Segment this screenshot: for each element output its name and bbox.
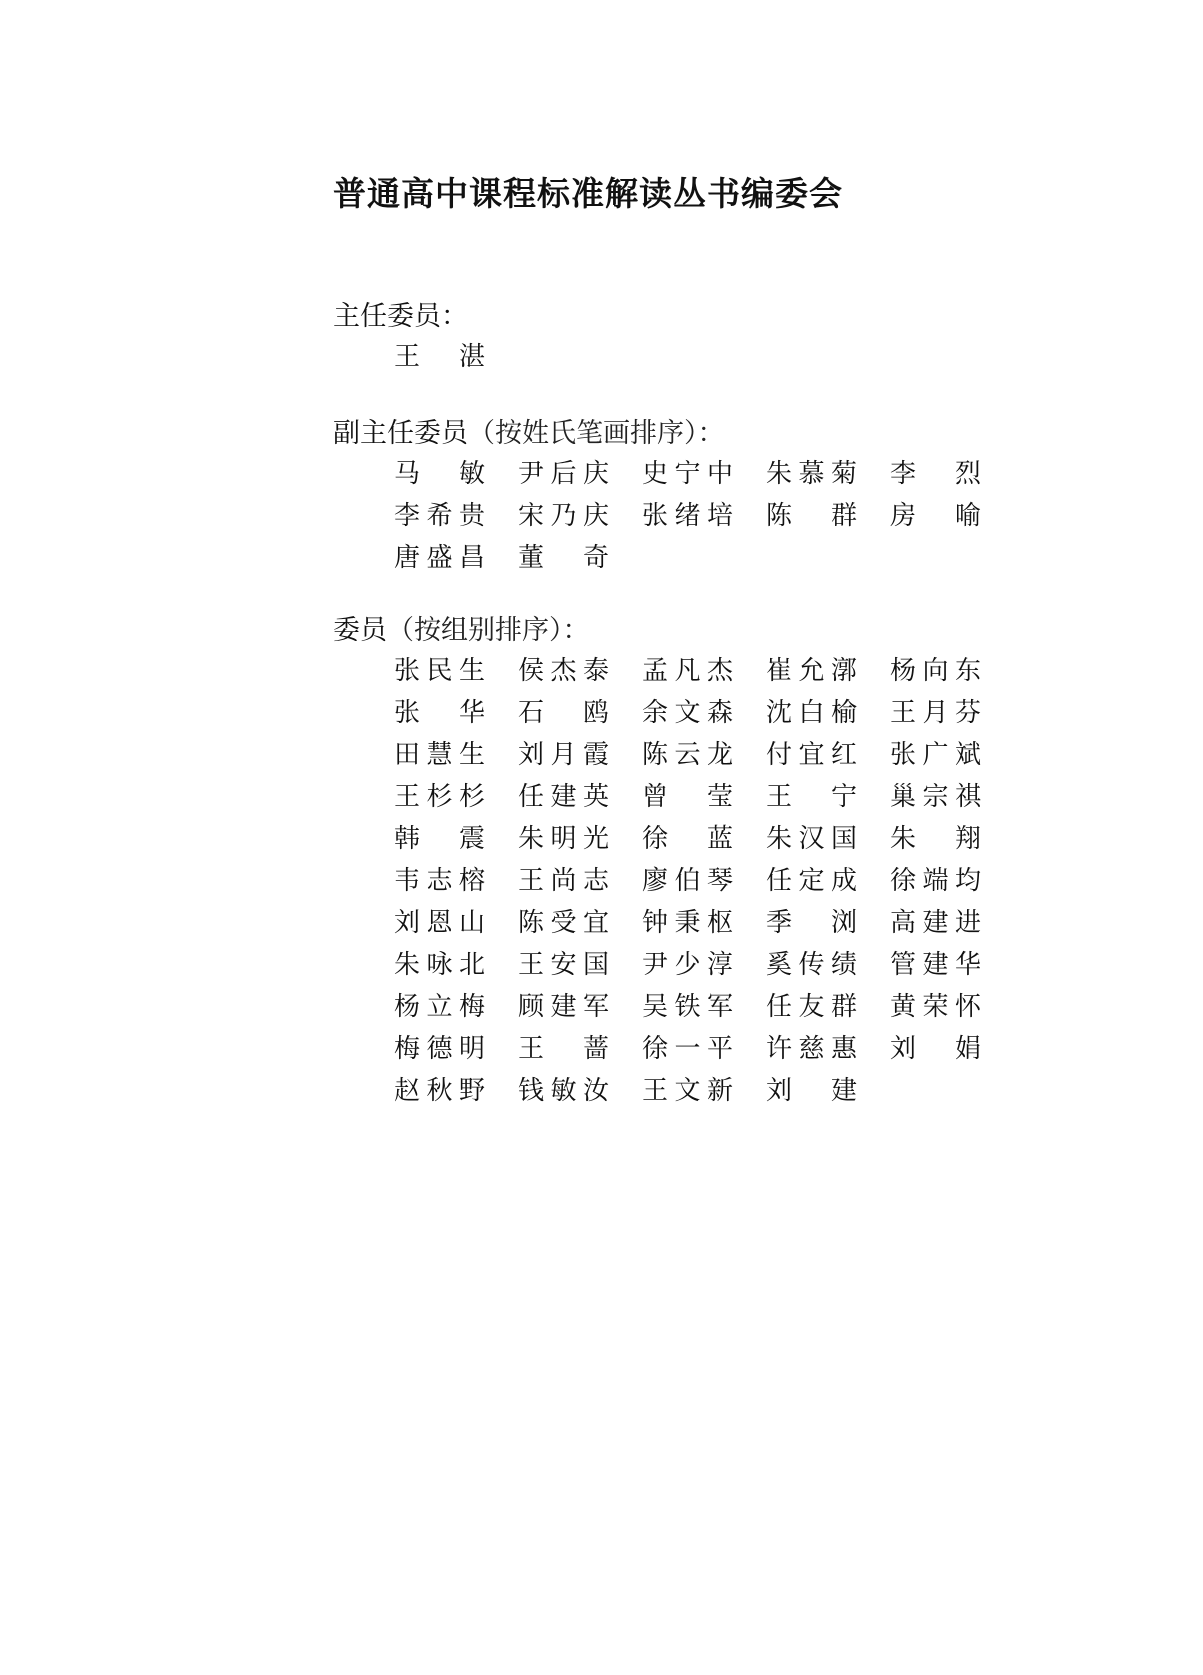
name-row [394,453,1014,495]
members-heading-note: （按组别排序）： [387,615,590,646]
person-name: 王 湛 [394,342,486,372]
vice-director-name-list [394,453,1014,579]
person-name: 赵 秋 野 [394,1076,486,1106]
person-name: 徐 蓝 [642,824,734,854]
members-heading-label: 委员 [333,615,387,646]
name-row [394,902,1014,944]
person-name: 刘 建 [766,1076,858,1106]
person-name: 陈 受 宜 [518,908,610,938]
members-heading [333,613,590,649]
person-name: 唐 盛 昌 [394,543,486,573]
person-name: 朱 慕 菊 [766,459,858,489]
person-name: 董 奇 [518,543,610,573]
name-row [394,650,1014,692]
person-name: 任 建 英 [518,782,610,812]
person-name: 吴 铁 军 [642,992,734,1022]
person-name: 朱 咏 北 [394,950,486,980]
person-name: 沈 白 榆 [766,698,858,728]
person-name: 王 蔷 [518,1034,610,1064]
name-row [394,860,1014,902]
person-name: 杨 立 梅 [394,992,486,1022]
person-name: 孟 凡 杰 [642,656,734,686]
name-row [394,495,1014,537]
person-name: 钱 敏 汝 [518,1076,610,1106]
person-name: 王 宁 [766,782,858,812]
person-name: 王 月 芬 [890,698,982,728]
director-heading-label: 主任委员： [333,301,468,332]
person-name: 巢 宗 祺 [890,782,982,812]
name-row [394,1070,1014,1112]
name-row [394,1028,1014,1070]
person-name: 徐 一 平 [642,1034,734,1064]
director-name-list [394,336,518,378]
person-name: 王 杉 杉 [394,782,486,812]
person-name: 崔 允 漷 [766,656,858,686]
person-name: 余 文 森 [642,698,734,728]
person-name: 任 友 群 [766,992,858,1022]
person-name: 张 绪 培 [642,501,734,531]
name-row [394,776,1014,818]
person-name: 杨 向 东 [890,656,982,686]
person-name: 刘 月 霞 [518,740,610,770]
person-name: 马 敏 [394,459,486,489]
person-name: 陈 云 龙 [642,740,734,770]
person-name: 张 广 斌 [890,740,982,770]
person-name: 史 宁 中 [642,459,734,489]
person-name: 李 希 贵 [394,501,486,531]
page-title: 普通高中课程标准解读丛书编委会 [333,174,843,213]
name-row [394,818,1014,860]
person-name: 张 华 [394,698,486,728]
person-name: 黄 荣 怀 [890,992,982,1022]
person-name: 刘 恩 山 [394,908,486,938]
vice-director-heading-label: 副主任委员 [333,418,468,449]
person-name: 徐 端 均 [890,866,982,896]
person-name: 陈 群 [766,501,858,531]
person-name: 王 安 国 [518,950,610,980]
person-name: 顾 建 军 [518,992,610,1022]
name-row [394,734,1014,776]
person-name: 梅 德 明 [394,1034,486,1064]
person-name: 季 浏 [766,908,858,938]
name-row [394,944,1014,986]
name-row [394,537,1014,579]
person-name: 张 民 生 [394,656,486,686]
director-heading [333,299,468,335]
vice-director-heading [333,416,725,452]
name-row [394,336,518,378]
person-name: 田 慧 生 [394,740,486,770]
person-name: 廖 伯 琴 [642,866,734,896]
person-name: 高 建 进 [890,908,982,938]
person-name: 侯 杰 泰 [518,656,610,686]
name-row [394,692,1014,734]
person-name: 许 慈 惠 [766,1034,858,1064]
person-name: 石 鸥 [518,698,610,728]
person-name: 朱 汉 国 [766,824,858,854]
person-name: 宋 乃 庆 [518,501,610,531]
person-name: 尹 后 庆 [518,459,610,489]
person-name: 钟 秉 枢 [642,908,734,938]
name-row [394,986,1014,1028]
person-name: 付 宜 红 [766,740,858,770]
person-name: 奚 传 绩 [766,950,858,980]
person-name: 房 喻 [890,501,982,531]
person-name: 管 建 华 [890,950,982,980]
person-name: 王 尚 志 [518,866,610,896]
members-name-list [394,650,1014,1112]
person-name: 韦 志 榕 [394,866,486,896]
person-name: 朱 翔 [890,824,982,854]
person-name: 曾 莹 [642,782,734,812]
person-name: 尹 少 淳 [642,950,734,980]
person-name: 韩 震 [394,824,486,854]
person-name: 刘 娟 [890,1034,982,1064]
vice-director-heading-note: （按姓氏笔画排序）： [468,418,725,449]
person-name: 王 文 新 [642,1076,734,1106]
person-name: 朱 明 光 [518,824,610,854]
person-name: 任 定 成 [766,866,858,896]
person-name: 李 烈 [890,459,982,489]
